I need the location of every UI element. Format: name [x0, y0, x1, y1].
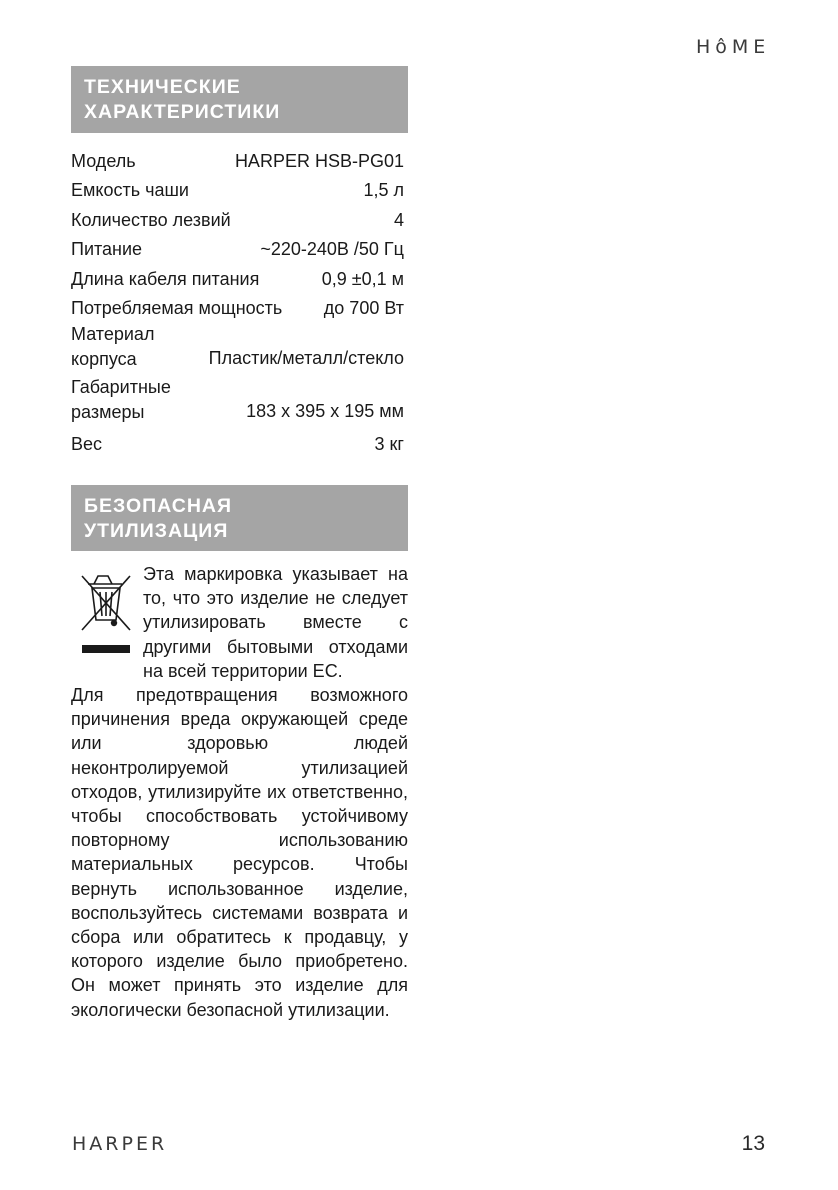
- disposal-title-line1: БЕЗОПАСНАЯ: [84, 495, 233, 517]
- specs-title-line2: ХАРАКТЕРИСТИКИ: [84, 101, 281, 123]
- spec-label: Материал корпуса: [71, 324, 155, 369]
- spec-label: Количество лезвий: [71, 209, 231, 230]
- spec-value: Пластик/металл/стекло: [208, 348, 404, 368]
- spec-label: Габаритные размеры: [71, 377, 171, 422]
- spec-value: 183 x 395 x 195 мм: [246, 401, 404, 421]
- spec-label: Модель: [71, 150, 136, 171]
- crossed-out-wheelie-bin-icon: [78, 572, 134, 660]
- spec-label: Длина кабеля питания: [71, 268, 260, 289]
- spec-row-blades: [71, 201, 404, 231]
- disposal-title-line2: УТИЛИЗАЦИЯ: [84, 520, 229, 542]
- spec-value: 1,5 л: [363, 180, 404, 200]
- harper-logo: HARPER: [72, 1133, 168, 1155]
- specs-table: [71, 142, 404, 455]
- spec-label: Емкость чаши: [71, 180, 189, 200]
- disposal-main-text: Для предотвращения возможного причинения вреда окружающей среде или здоровью людей неконтролируемой утилизацией отходов, утилизируйте их ответственно, чтобы способствовать устойчивому повторному использованию материальных ресурсов. Чтобы вернуть использованное изделие, воспользуйтесь системами возврата и сбора или обратитесь к продавцу, у которого изделие было приобретено. Он может принять это изделие для экологически безопасной утилизации.: [71, 685, 408, 1020]
- spec-row-dimensions: [71, 372, 404, 425]
- spec-value: 0,9 ±0,1 м: [321, 268, 404, 289]
- spec-row-power-consumption: [71, 290, 404, 320]
- disposal-mark-text: Эта маркировка указывает на то, что это изделие не следует утилизировать вместе с другими бытовыми отходами на всей территории ЕС.: [143, 564, 408, 681]
- spec-row-housing-material: [71, 319, 404, 372]
- spec-row-power-supply: [71, 231, 404, 261]
- page-number: 13: [741, 1132, 765, 1155]
- spec-row-capacity: [71, 172, 404, 202]
- spec-label: Вес: [71, 433, 103, 454]
- specs-title-line1: ТЕХНИЧЕСКИЕ: [84, 76, 241, 98]
- home-logo: HôME: [696, 36, 771, 58]
- spec-value: до 700 Вт: [323, 298, 404, 318]
- spec-label: Питание: [71, 239, 143, 259]
- spec-value: 4: [393, 209, 404, 230]
- spec-row-cable-length: [71, 260, 404, 290]
- spec-value: HARPER HSB-PG01: [234, 150, 404, 171]
- spec-row-model: [71, 142, 404, 172]
- specs-section-header: [71, 66, 408, 133]
- spec-row-weight: [71, 425, 404, 455]
- spec-value: 3 кг: [374, 433, 404, 454]
- disposal-section-header: [71, 485, 408, 551]
- spec-value: ~220-240В /50 Гц: [260, 239, 404, 259]
- spec-label: Потребляемая мощность: [71, 298, 283, 318]
